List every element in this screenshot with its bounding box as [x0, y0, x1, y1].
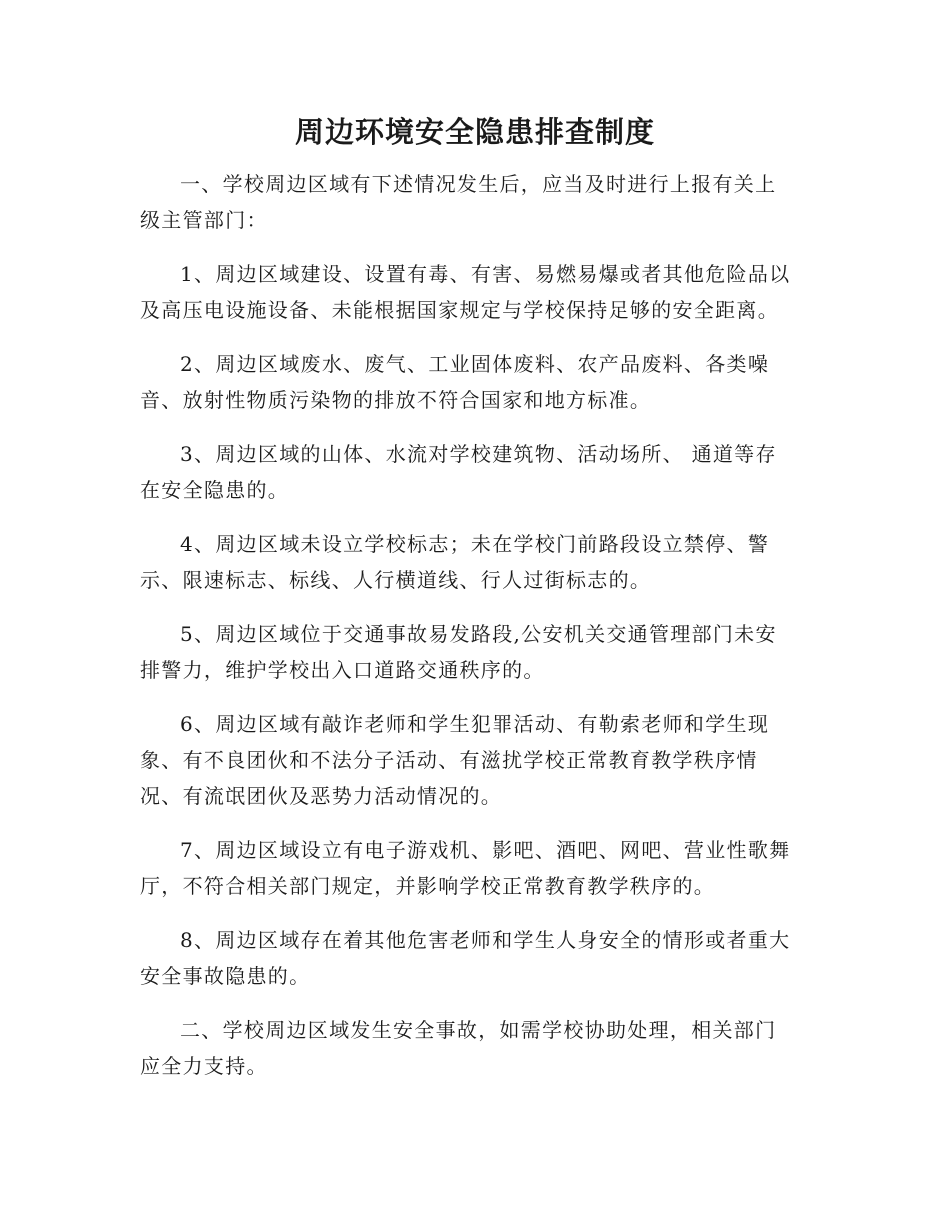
paragraph-intro	[140, 166, 810, 238]
paragraph-line: 6、周边区域有敲诈老师和学生犯罪活动、有勒索老师和学生现	[180, 712, 770, 736]
paragraph-line: 厅，不符合相关部门规定，并影响学校正常教育教学秩序的。	[140, 874, 716, 898]
document-title: 周边环境安全隐患排查制度	[294, 115, 655, 149]
paragraph-line: 2、周边区域废水、废气、工业固体废料、农产品废料、各类噪	[180, 352, 770, 376]
paragraph-item-3	[140, 436, 810, 508]
paragraph-line: 安全事故隐患的。	[140, 964, 311, 988]
paragraph-line: 在安全隐患的。	[140, 478, 290, 502]
paragraph-line: 应全力支持。	[140, 1054, 268, 1078]
paragraph-item-6	[140, 706, 810, 814]
paragraph-line: 级主管部门：	[140, 208, 268, 232]
paragraph-line: 音、放射性物质污染物的排放不符合国家和地方标准。	[140, 388, 652, 412]
paragraph-line: 4、周边区域未设立学校标志；未在学校门前路段设立禁停、警	[180, 532, 770, 556]
paragraph-item-1	[140, 256, 810, 328]
paragraph-line: 5、周边区域位于交通事故易发路段,公安机关交通管理部门未安	[180, 622, 777, 646]
paragraph-line: 7、周边区域设立有电子游戏机、影吧、酒吧、网吧、营业性歌舞	[180, 838, 791, 862]
paragraph-section-2	[140, 1012, 810, 1084]
paragraph-line: 二、学校周边区域发生安全事故，如需学校协助处理，相关部门	[180, 1018, 777, 1042]
paragraph-line: 象、有不良团伙和不法分子活动、有滋扰学校正常教育教学秩序情	[140, 748, 758, 772]
paragraph-item-7	[140, 832, 810, 904]
paragraph-line: 1、周边区域建设、设置有毒、有害、易燃易爆或者其他危险品以	[180, 262, 791, 286]
paragraph-item-4	[140, 526, 810, 598]
paragraph-line: 8、周边区域存在着其他危害老师和学生人身安全的情形或者重大	[180, 928, 791, 952]
paragraph-line: 况、有流氓团伙及恶势力活动情况的。	[140, 784, 503, 808]
paragraph-item-5	[140, 616, 810, 688]
document-body	[140, 166, 810, 1102]
paragraph-line: 及高压电设施设备、未能根据国家规定与学校保持足够的安全距离。	[140, 298, 779, 322]
paragraph-line: 示、限速标志、标线、人行横道线、行人过街标志的。	[140, 568, 652, 592]
paragraph-line: 排警力，维护学校出入口道路交通秩序的。	[140, 658, 545, 682]
paragraph-line: 3、周边区域的山体、水流对学校建筑物、活动场所、 通道等存	[180, 442, 777, 466]
paragraph-item-8	[140, 922, 810, 994]
paragraph-item-2	[140, 346, 810, 418]
paragraph-line: 一、学校周边区域有下述情况发生后，应当及时进行上报有关上	[180, 172, 777, 196]
